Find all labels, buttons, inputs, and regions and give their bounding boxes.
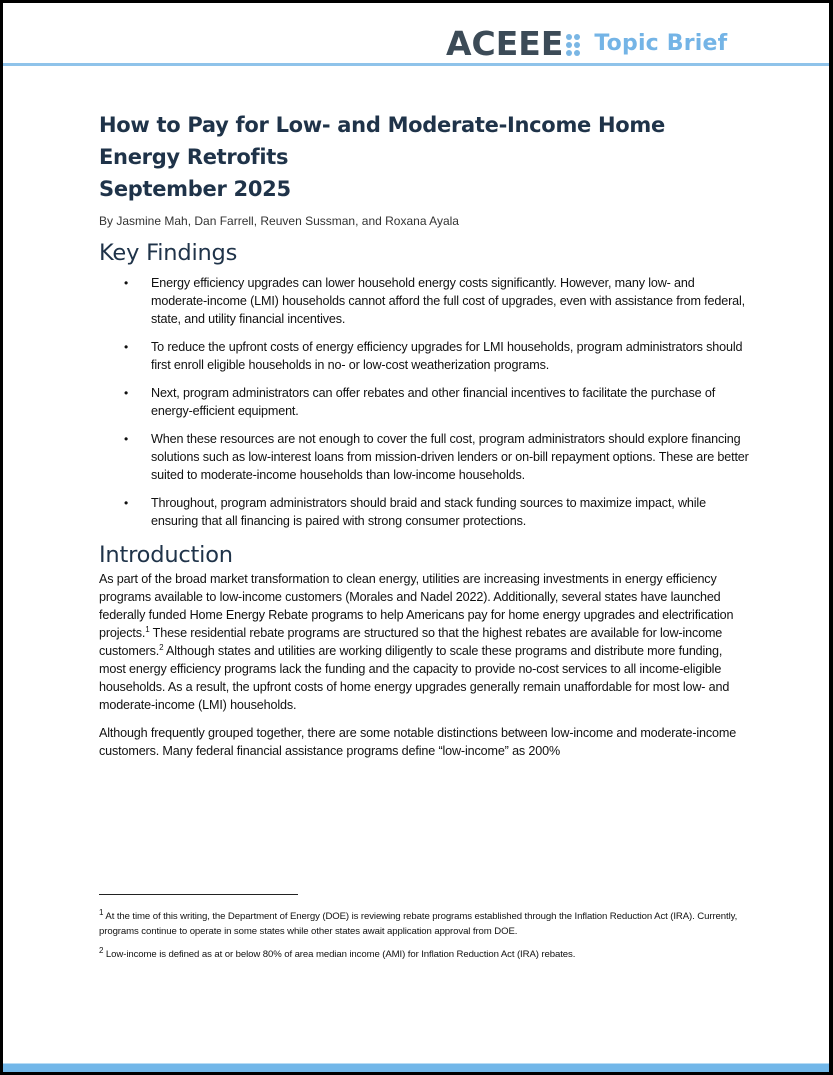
footnote-1: $^1$ At the time of this writing, the Department of Energy (DOE) is reviewing rebate programs established through the Inflation Reduction Act (IRA). Currently, programs continue to operate in some states while other states await application approval from DOE. [99, 907, 738, 937]
author-byline: By Jasmine Mah, Dan Farrell, Reuven Sussman, and Roxana Ayala [99, 214, 459, 228]
title-date: September 2025 [99, 177, 291, 201]
bullet-icon: • [124, 432, 129, 446]
header-brand [446, 24, 728, 63]
list-item: • To reduce the upfront costs of energy efficiency upgrades for LMI households, program administrators should first enroll eligible households in no- or low-cost weatherization programs. [124, 340, 743, 372]
footnote-ref-2[interactable]: 2 [159, 642, 164, 652]
title-line-1: How to Pay for Low- and Moderate-Income Home [99, 113, 665, 137]
intro-paragraph-2: Although frequently grouped together, there are some notable distinctions between low-income and moderate-income customers. Many federal financial assistance programs define “low-income” as 200% [99, 726, 737, 758]
topic-brief-label: Topic Brief [594, 31, 728, 56]
header-divider [3, 63, 829, 66]
bullet-icon: • [124, 496, 129, 510]
list-item: • Throughout, program administrators should braid and stack funding sources to maximize impact, while ensuring that all financing is paired with strong consumer protections. [124, 496, 706, 528]
list-item: • When these resources are not enough to cover the full cost, program administrators should explore financing solutions such as low-interest loans from mission-driven lenders or on-bill repayment options. These are better suited to moderate-income households than low-income households. [124, 432, 749, 482]
logo-dots-icon [566, 34, 580, 56]
title-line-2: Energy Retrofits [99, 145, 289, 169]
bullet-icon: • [124, 386, 129, 400]
footnote-ref-1[interactable]: 1 [145, 624, 150, 634]
key-findings-list [99, 274, 749, 530]
footnote-2: $^2$ Low-income is defined as at or below 80% of area median income (AMI) for Inflation Reduction Act (IRA) rebates. [99, 945, 576, 960]
document-title [99, 109, 749, 205]
key-findings-heading: Key Findings [99, 240, 238, 266]
footnote-separator [99, 894, 298, 895]
introduction-heading: Introduction [99, 542, 233, 568]
footnotes [99, 909, 749, 970]
bullet-icon: • [124, 276, 129, 290]
main-content [99, 109, 749, 770]
list-item: • Next, program administrators can offer rebates and other financial incentives to facilitate the purchase of energy-efficient equipment. [124, 386, 716, 418]
intro-paragraph-1: As part of the broad market transformation to clean energy, utilities are increasing investments in energy efficiency programs available to low-income customers (Morales and Nadel 2022). Additionally, several states have launched federally funded Home Energy Rebate programs to help Americans pay for home energy upgrades and electrification projects.$^1$ These residential rebate programs are structured so that the highest rebates are available for low-income customers.$^2$ Although states and utilities are working diligently to scale these programs and distribute more funding, most energy efficiency programs lack the funding and the capacity to provide no-cost services to all income-eligible households. As a result, the upfront costs of home energy upgrades generally remain unaffordable for most low- and moderate-income (LMI) households. [99, 572, 734, 712]
aceee-logo: ACEEE [446, 24, 564, 63]
footer-bar [3, 1063, 829, 1072]
bullet-icon: • [124, 340, 129, 354]
list-item: • Energy efficiency upgrades can lower household energy costs significantly. However, many low- and moderate-income (LMI) households cannot afford the full cost of upgrades, even with assistance from federal, state, and utility financial incentives. [124, 276, 745, 326]
